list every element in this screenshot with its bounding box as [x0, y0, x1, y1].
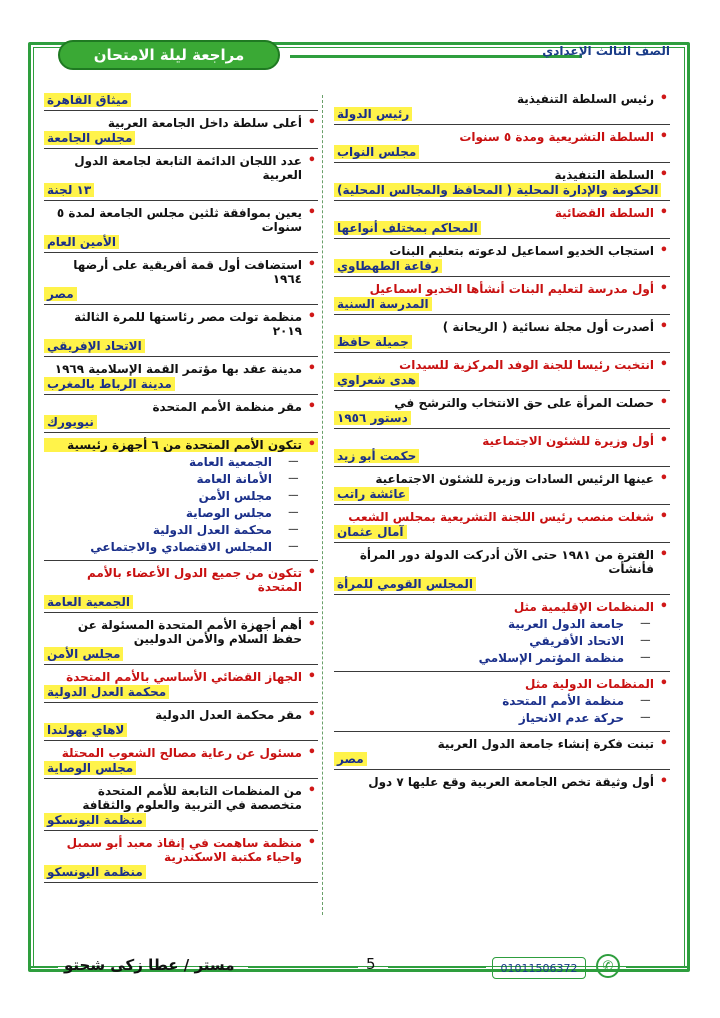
question-text: • تبنت فكرة إنشاء جامعة الدول العربية [334, 737, 670, 751]
question-text: • منظمة ساهمت في إنقاذ معبد أبو سمبل واحياء مكتبة الاسكندرية [44, 836, 318, 864]
question-item [44, 258, 318, 305]
question-item [44, 362, 318, 395]
answer-text: مجلس الوصاية [44, 761, 136, 775]
answer-row [44, 377, 318, 391]
footer-line-mid2 [388, 966, 486, 968]
question-text: • السلطة التشريعية ومدة ٥ سنوات [334, 130, 670, 144]
answer-text: رئيس الدولة [334, 107, 412, 121]
answer-row [44, 685, 318, 699]
page-number: 5 [366, 955, 376, 973]
answer-text: دستور ١٩٥٦ [334, 411, 411, 425]
question-item [334, 320, 670, 353]
answer-text: الأمين العام [44, 235, 119, 249]
sub-item: ـــ منظمة المؤتمر الإسلامي [334, 651, 670, 665]
answer-row [44, 235, 318, 249]
answer-row [334, 259, 670, 273]
sub-item: ـــ حركة عدم الانحياز [334, 711, 670, 725]
question-text: • رئيس السلطة التنفيذية [334, 92, 670, 106]
answer-text: نيويورك [44, 415, 97, 429]
question-item [334, 510, 670, 543]
question-text: • أول مدرسة لتعليم البنات أنشأها الخديو اسماعيل [334, 282, 670, 296]
page-title-text: مراجعة ليلة الامتحان [93, 46, 245, 64]
question-text: • عدد اللجان الدائمة التابعة لجامعة الدول العربية [44, 154, 318, 182]
answer-text: محكمة العدل الدولية [44, 685, 169, 699]
sub-item: ـــ الجمعية العامة [44, 455, 318, 469]
answer-text: مجلس النواب [334, 145, 419, 159]
answer-text: مصر [334, 752, 367, 766]
question-item [44, 836, 318, 883]
answer-row [44, 339, 318, 353]
answer-text: لاهاي بهولندا [44, 723, 127, 737]
question-item [44, 746, 318, 779]
answer-text: منظمة اليونسكو [44, 813, 146, 827]
footer-line-left [30, 966, 58, 968]
sub-item: ـــ الاتحاد الأفريقي [334, 634, 670, 648]
answer-text: ١٣ لجنة [44, 183, 94, 197]
answer-row [334, 221, 670, 235]
answer-text: الاتحاد الإفريقي [44, 339, 145, 353]
question-item [334, 548, 670, 595]
question-text: • أول وزيرة للشئون الاجتماعية [334, 434, 670, 448]
grade-label: الصف الثالث الإعدادي [542, 44, 670, 58]
question-item [44, 670, 318, 703]
answer-row [334, 145, 670, 159]
question-text: • مسئول عن رعاية مصالح الشعوب المحتلة [44, 746, 318, 760]
answer-row [44, 761, 318, 775]
answer-text: مصر [44, 287, 77, 301]
answer-row [334, 525, 670, 539]
answer-text: جميلة حافظ [334, 335, 412, 349]
answer-row [334, 183, 670, 197]
list-item [334, 600, 670, 672]
question-text: • انتخبت رئيسا للجنة الوفد المركزية للسيدات [334, 358, 670, 372]
question-text: • استضافت أول قمة أفريقية على أرضها ١٩٦٤ [44, 258, 318, 286]
question-text: • الجهاز القضائي الأساسي بالأمم المتحدة [44, 670, 318, 684]
question-item [44, 566, 318, 613]
sub-item: ـــ مجلس الأمن [44, 489, 318, 503]
question-item [44, 708, 318, 741]
left-top-title [44, 93, 318, 111]
question-item [334, 206, 670, 239]
question-text: • الفترة من ١٩٨١ حتى الآن أدركت الدولة دور المرأة فأنشأت [334, 548, 670, 576]
question-item [44, 784, 318, 831]
answer-text: هدى شعراوي [334, 373, 419, 387]
footer-line-right [626, 966, 690, 968]
question-text: • تتكون من جميع الدول الأعضاء بالأمم المتحدة [44, 566, 318, 594]
question-item [44, 116, 318, 149]
answer-text: مجلس الجامعة [44, 131, 135, 145]
question-text: • منظمة تولت مصر رئاستها للمرة الثالثة ٢٠١٩ [44, 310, 318, 338]
answer-row [44, 647, 318, 661]
sub-item: ـــ منظمة الأمم المتحدة [334, 694, 670, 708]
sub-item: ـــ محكمة العدل الدولية [44, 523, 318, 537]
phone-icon: ✆ [596, 954, 620, 978]
answer-row [44, 415, 318, 429]
answer-text: آمال عثمان [334, 525, 407, 539]
answer-text: المجلس القومي للمرأة [334, 577, 476, 591]
question-text: • مقر منظمة الأمم المتحدة [44, 400, 318, 414]
question-text: • استجاب الخديو اسماعيل لدعوته بتعليم البنات [334, 244, 670, 258]
answer-row [44, 183, 318, 197]
question-item [44, 310, 318, 357]
answer-row [44, 865, 318, 879]
question-text: • حصلت المرأة على حق الانتخاب والترشح في [334, 396, 670, 410]
right-column [334, 92, 670, 797]
answer-row [44, 287, 318, 301]
answer-row [334, 297, 670, 311]
question-text: • تتكون الأمم المتحدة من ٦ أجهزة رئيسية [44, 438, 318, 452]
list-item [44, 438, 318, 561]
answer-row [334, 752, 670, 766]
answer-text: مجلس الأمن [44, 647, 123, 661]
question-item [334, 244, 670, 277]
sub-item: ـــ مجلس الوصاية [44, 506, 318, 520]
question-text: • السلطة القضائية [334, 206, 670, 220]
answer-text: المحاكم بمختلف أنواعها [334, 221, 481, 235]
question-item [334, 737, 670, 770]
question-text: • أصدرت أول مجلة نسائية ( الريحانة ) [334, 320, 670, 334]
sub-item: ـــ المجلس الاقتصادي والاجتماعي [44, 540, 318, 554]
author-name: مستر / عطا زكى شحتو [64, 956, 235, 974]
answer-row [334, 449, 670, 463]
question-item [334, 434, 670, 467]
left-column [44, 92, 318, 888]
question-item [334, 92, 670, 125]
question-item [334, 168, 670, 201]
answer-text: الحكومة والإدارة المحلية ( المحافظ والمجالس المحلية) [334, 183, 661, 197]
question-text: • عينها الرئيس السادات وزيرة للشئون الاجتماعية [334, 472, 670, 486]
answer-row [334, 411, 670, 425]
question-text: • شغلت منصب رئيس اللجنة التشريعية بمجلس الشعب [334, 510, 670, 524]
answer-row [334, 577, 670, 591]
phone-number: 01011506372 [492, 957, 586, 979]
answer-text: مدينة الرباط بالمغرب [44, 377, 175, 391]
answer-text: ميثاق القاهرة [44, 93, 131, 107]
question-item [334, 130, 670, 163]
question-item [334, 282, 670, 315]
page-title [58, 40, 280, 70]
answer-text: حكمت أبو زيد [334, 449, 419, 463]
column-divider [322, 95, 324, 915]
answer-row [44, 131, 318, 145]
question-text: • أول وثيقة تخص الجامعة العربية وقع عليها ٧ دول [334, 775, 670, 789]
answer-text: المدرسة السنية [334, 297, 432, 311]
answer-text: الجمعية العامة [44, 595, 133, 609]
question-item [44, 206, 318, 253]
sub-item: ـــ جامعة الدول العربية [334, 617, 670, 631]
answer-row [334, 107, 670, 121]
question-item [334, 358, 670, 391]
question-item [334, 472, 670, 505]
question-item [44, 618, 318, 665]
question-text: • أعلى سلطة داخل الجامعة العربية [44, 116, 318, 130]
header-line [290, 55, 582, 58]
answer-text: منظمة اليونسكو [44, 865, 146, 879]
question-text: • المنظمات الدولية مثل [334, 677, 670, 691]
question-text: • مقر محكمة العدل الدولية [44, 708, 318, 722]
question-text: • من المنظمات التابعة للأمم المتحدة متخصصة في التربية والعلوم والثقافة [44, 784, 318, 812]
question-item [334, 775, 670, 792]
question-text: • السلطة التنفيذية [334, 168, 670, 182]
answer-text: رفاعة الطهطاوي [334, 259, 442, 273]
question-text: • المنظمات الإقليمية مثل [334, 600, 670, 614]
answer-row [334, 335, 670, 349]
question-item [44, 154, 318, 201]
question-text: • يعين بموافقة ثلثين مجلس الجامعة لمدة ٥ سنوات [44, 206, 318, 234]
answer-text: عائشة راتب [334, 487, 409, 501]
answer-row [334, 373, 670, 387]
answer-row [44, 723, 318, 737]
sub-item: ـــ الأمانة العامة [44, 472, 318, 486]
answer-row [44, 813, 318, 827]
question-item [334, 396, 670, 429]
question-text: • مدينة عقد بها مؤتمر القمة الإسلامية ١٩٦٩ [44, 362, 318, 376]
question-item [44, 400, 318, 433]
footer-line-mid [248, 966, 358, 968]
list-item [334, 677, 670, 732]
answer-row [334, 487, 670, 501]
answer-row [44, 595, 318, 609]
question-text: • أهم أجهزة الأمم المتحدة المسئولة عن حفظ السلام والأمن الدوليين [44, 618, 318, 646]
